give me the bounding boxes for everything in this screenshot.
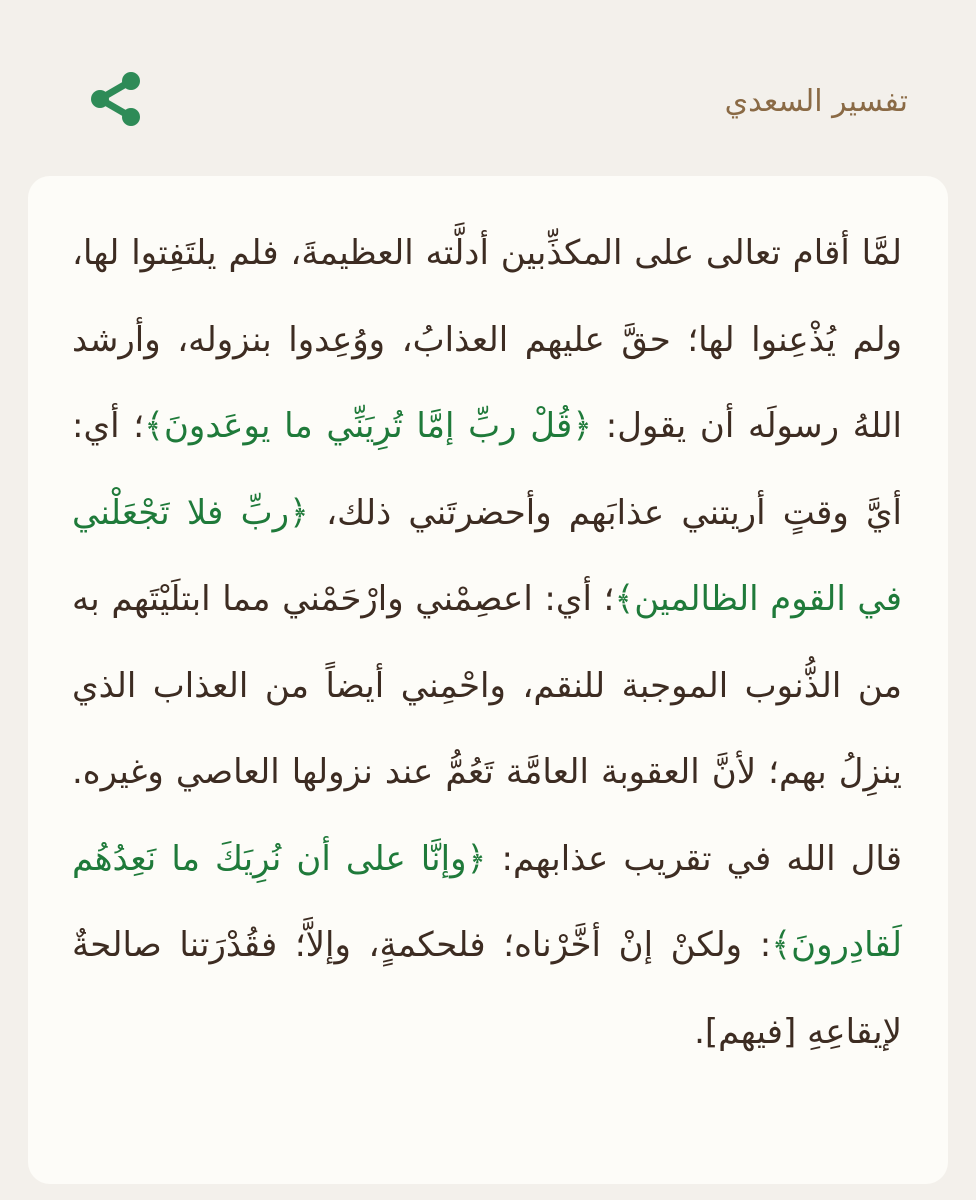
tafsir-segment: ؛ أي: اعصِمْني وارْحَمْني مما ابتلَيْتَهم به من الذُّنوب الموجبة للنقم، واحْمِني أيضاً من العذاب الذي ينزِلُ بهم؛ لأنَّ العقوبة العامَّة تَعُمُّ عند نزولها العاصي وغيره. قال الله في تقريب عذابهم:: [72, 579, 903, 879]
tafsir-segment: لمَّا أقام تعالى على المكذِّبين أدلَّته العظيمةَ، فلم يلتَفِتوا لها، ولم يُذْعِنوا لها؛ حقَّ عليهم العذابُ، ووُعِدوا بنزوله، وأرشد اللهُ رسولَه أن يقول:: [72, 233, 902, 446]
tafsir-segment: ؛ أي: أيَّ وقتٍ أريتني عذابَهم وأحضرتَني ذلك،: [72, 406, 903, 533]
page-title: تفسير السعدي: [724, 84, 908, 119]
share-button[interactable]: [84, 66, 150, 132]
app-header: [0, 0, 976, 176]
tafsir-text: [72, 210, 902, 1075]
quran-verse: ﴿ربِّ فلا تَجْعَلْني في القوم الظالمين﴾: [72, 492, 903, 619]
tafsir-card: [28, 176, 948, 1184]
share-icon: [89, 70, 145, 128]
tafsir-segment: : ولكنْ إنْ أخَّرْناه؛ فلحكمةٍ، وإلاَّ؛ فقُدْرَتنا صالحةٌ لإيقاعِهِ [فيهم].: [72, 925, 902, 1052]
quran-verse: ﴿قُلْ ربِّ إمَّا تُرِيَنِّي ما يوعَدونَ﴾: [144, 406, 593, 446]
quran-verse: ﴿وإنَّا على أن نُرِيَكَ ما نَعِدُهُم لَقادِرونَ﴾: [72, 838, 902, 965]
